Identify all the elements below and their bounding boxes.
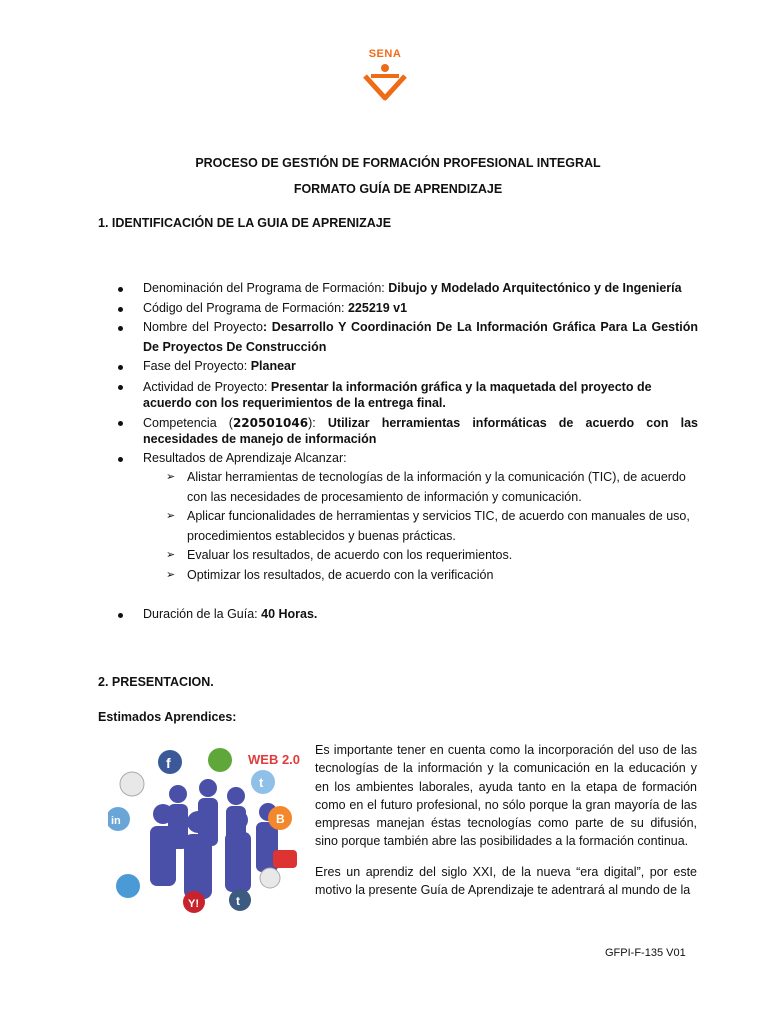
web20-caption: WEB 2.0 — [248, 752, 300, 767]
result-item: ➢ Aplicar funcionalidades de herramientas y servicios TIC, de acuerdo con manuales de uso, procedimientos establecidos y buenas prácticas. — [166, 509, 690, 543]
list-item: Denominación del Programa de Formación: Dibujo y Modelado Arquitectónico y de Ingeniería — [98, 279, 698, 299]
sena-logo — [357, 46, 413, 102]
arrow-bullet-icon: ➢ — [166, 510, 176, 522]
bullet-icon — [118, 326, 123, 331]
list-item: Nombre del Proyecto: Desarrollo Y Coordinación De La Información Gráfica Para La Gestión De Proyectos De Construcción — [98, 318, 698, 357]
svg-text:B: B — [276, 812, 285, 826]
arrow-bullet-icon: ➢ — [166, 568, 176, 581]
list-item: Resultados de Aprendizaje Alcanzar: — [98, 449, 698, 469]
section1-title: 1. IDENTIFICACIÓN DE LA GUIA DE APRENIZAJE — [98, 216, 392, 230]
bullet-icon — [118, 421, 123, 426]
result-item: ➢ Optimizar los resultados, de acuerdo con la verificación — [98, 566, 698, 586]
bullet-icon — [118, 307, 123, 312]
bullet-icon — [118, 287, 123, 292]
bullet-icon — [118, 365, 123, 370]
paragraph-digital-era: Eres un aprendiz del siglo XXI, de la nueva “era digital”, por este motivo la presente Guía de Aprendizaje te adentrará al mundo de la — [315, 865, 697, 898]
bullet-icon — [118, 457, 123, 462]
list-item: Actividad de Proyecto: Presentar la información gráfica y la maquetada del proyecto de acuerdo con los requerimientos de la entrega final. — [98, 377, 698, 413]
svg-text:t: t — [259, 775, 264, 790]
section2-title: 2. PRESENTACION. — [98, 675, 214, 689]
app-icon — [260, 868, 280, 888]
picasa-icon — [120, 772, 144, 796]
youtube-icon — [273, 850, 297, 868]
bullet-icon — [118, 385, 123, 390]
result-item: ➢ Alistar herramientas de tecnologías de la información y la comunicación (TIC), de acuerdo con las necesidades de procesamiento de información y comunicación. — [166, 470, 686, 504]
list-item: Duración de la Guía: 40 Horas. — [98, 605, 698, 625]
greeting: Estimados Aprendices: — [98, 710, 237, 724]
list-item: Código del Programa de Formación: 225219 v1 — [98, 299, 698, 319]
bullet-icon — [118, 613, 123, 618]
google-icon — [208, 748, 232, 772]
svg-text:Y!: Y! — [188, 898, 199, 910]
list-item: Fase del Proyecto: Planear — [98, 357, 698, 377]
web20-collage-image — [108, 744, 300, 914]
svg-text:t: t — [236, 894, 240, 908]
list-item: Competencia (220501046): Utilizar herramientas informáticas de acuerdo con las necesidades de manejo de información — [98, 413, 698, 449]
identification-list — [98, 279, 698, 625]
svg-text:in: in — [111, 815, 121, 827]
people-group-icon — [150, 779, 278, 899]
arrow-bullet-icon: ➢ — [166, 549, 176, 561]
svg-text:f: f — [166, 755, 171, 771]
tumblr-icon — [229, 889, 251, 911]
paragraph-intro: Es importante tener en cuenta como la incorporación del uso de las tecnologías de la información y la comunicación en la educación y en los ambientes laborales, ayuda tanto en la etapa de formación como en el futuro profesional, no sólo porque la gran mayoría de las empresas manejan éstas tecnologías como parte de su difusión, sino porque también abre las posibilidades a la formación continua. — [315, 743, 697, 849]
result-item: ➢ Evaluar los resultados, de acuerdo con los requerimientos. — [98, 546, 698, 566]
document-subtitle: FORMATO GUÍA DE APRENDIZAJE — [293, 182, 503, 196]
logo-text: SENA — [368, 48, 402, 60]
footer-code: GFPI-F-135 V01 — [605, 947, 686, 959]
document-title: PROCESO DE GESTIÓN DE FORMACIÓN PROFESIONAL INTEGRAL — [195, 156, 601, 170]
arrow-bullet-icon: ➢ — [166, 471, 176, 483]
delicious-icon — [116, 874, 140, 898]
competency-code: 220501046 — [232, 415, 309, 430]
